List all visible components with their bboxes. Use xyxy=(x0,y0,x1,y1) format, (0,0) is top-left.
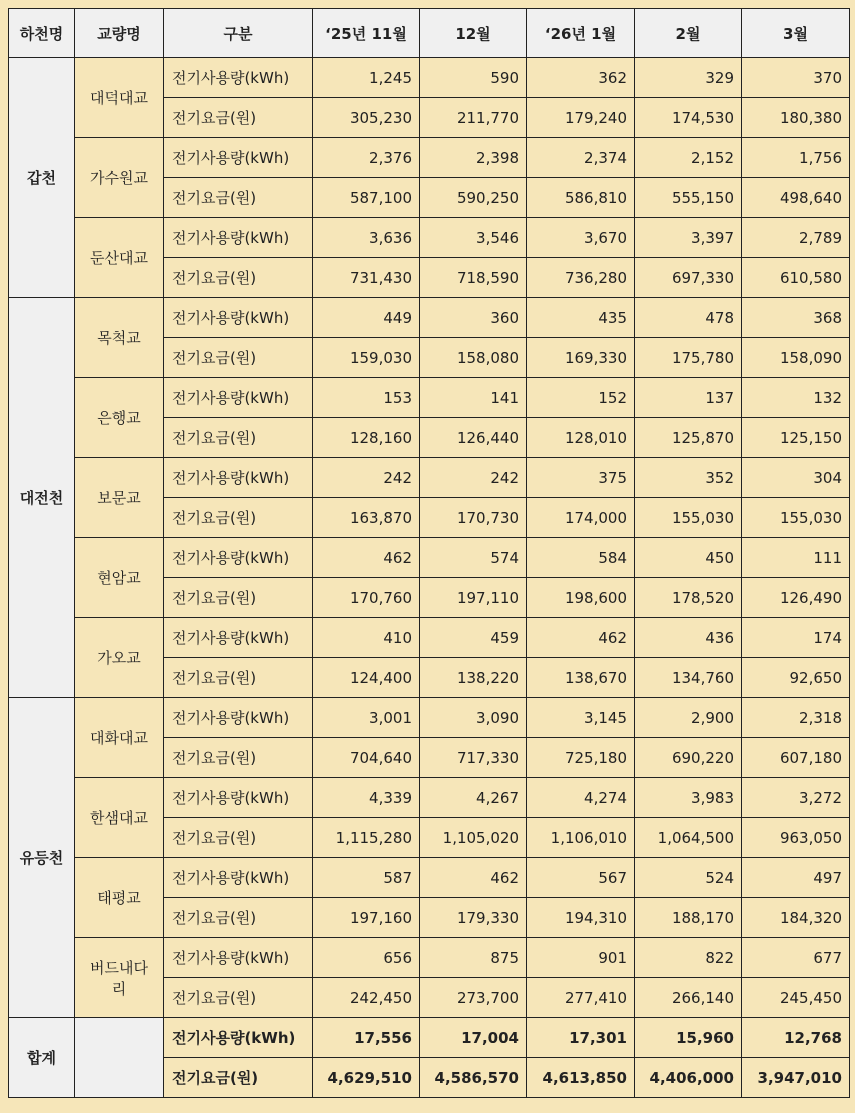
value-cell: 2,376 xyxy=(313,138,420,178)
value-cell: 153 xyxy=(313,378,420,418)
value-cell: 731,430 xyxy=(313,258,420,298)
value-cell: 435 xyxy=(527,298,635,338)
table-row xyxy=(9,778,850,818)
category-label: 전기요금(원) xyxy=(164,98,313,138)
table-row xyxy=(9,378,850,418)
value-cell: 111 xyxy=(742,538,850,578)
total-value-cell: 15,960 xyxy=(635,1018,742,1058)
value-cell: 449 xyxy=(313,298,420,338)
bridge-name: 가오교 xyxy=(75,618,164,698)
total-value-cell: 4,586,570 xyxy=(420,1058,527,1098)
table-row xyxy=(9,858,850,898)
category-label: 전기요금(원) xyxy=(164,818,313,858)
value-cell: 459 xyxy=(420,618,527,658)
value-cell: 822 xyxy=(635,938,742,978)
column-header: 3월 xyxy=(742,9,850,58)
value-cell: 152 xyxy=(527,378,635,418)
value-cell: 462 xyxy=(527,618,635,658)
value-cell: 92,650 xyxy=(742,658,850,698)
total-value-cell: 4,406,000 xyxy=(635,1058,742,1098)
value-cell: 555,150 xyxy=(635,178,742,218)
value-cell: 3,397 xyxy=(635,218,742,258)
value-cell: 690,220 xyxy=(635,738,742,778)
category-label: 전기요금(원) xyxy=(164,338,313,378)
value-cell: 174,530 xyxy=(635,98,742,138)
value-cell: 677 xyxy=(742,938,850,978)
value-cell: 128,010 xyxy=(527,418,635,458)
value-cell: 180,380 xyxy=(742,98,850,138)
value-cell: 304 xyxy=(742,458,850,498)
category-label: 전기사용량(kWh) xyxy=(164,538,313,578)
total-value-cell: 4,613,850 xyxy=(527,1058,635,1098)
table-row xyxy=(9,218,850,258)
value-cell: 305,230 xyxy=(313,98,420,138)
total-value-cell: 4,629,510 xyxy=(313,1058,420,1098)
bridge-name: 둔산대교 xyxy=(75,218,164,298)
value-cell: 718,590 xyxy=(420,258,527,298)
value-cell: 725,180 xyxy=(527,738,635,778)
category-label: 전기사용량(kWh) xyxy=(164,298,313,338)
value-cell: 436 xyxy=(635,618,742,658)
value-cell: 3,670 xyxy=(527,218,635,258)
bridge-name: 보문교 xyxy=(75,458,164,538)
value-cell: 497 xyxy=(742,858,850,898)
total-value-cell: 12,768 xyxy=(742,1018,850,1058)
total-value-cell: 17,301 xyxy=(527,1018,635,1058)
table-row xyxy=(9,698,850,738)
value-cell: 586,810 xyxy=(527,178,635,218)
value-cell: 3,636 xyxy=(313,218,420,258)
value-cell: 126,490 xyxy=(742,578,850,618)
bridge-name: 가수원교 xyxy=(75,138,164,218)
value-cell: 125,150 xyxy=(742,418,850,458)
value-cell: 245,450 xyxy=(742,978,850,1018)
category-label: 전기사용량(kWh) xyxy=(164,1018,313,1058)
value-cell: 134,760 xyxy=(635,658,742,698)
value-cell: 159,030 xyxy=(313,338,420,378)
value-cell: 590,250 xyxy=(420,178,527,218)
total-blank-cell xyxy=(75,1018,164,1098)
value-cell: 2,900 xyxy=(635,698,742,738)
electricity-usage-table xyxy=(8,8,850,1098)
total-row xyxy=(9,1018,850,1058)
value-cell: 329 xyxy=(635,58,742,98)
category-label: 전기사용량(kWh) xyxy=(164,138,313,178)
value-cell: 963,050 xyxy=(742,818,850,858)
value-cell: 574 xyxy=(420,538,527,578)
value-cell: 1,245 xyxy=(313,58,420,98)
value-cell: 125,870 xyxy=(635,418,742,458)
value-cell: 610,580 xyxy=(742,258,850,298)
value-cell: 3,272 xyxy=(742,778,850,818)
category-label: 전기요금(원) xyxy=(164,658,313,698)
value-cell: 242,450 xyxy=(313,978,420,1018)
category-label: 전기요금(원) xyxy=(164,578,313,618)
value-cell: 174,000 xyxy=(527,498,635,538)
bridge-name: 태평교 xyxy=(75,858,164,938)
value-cell: 197,110 xyxy=(420,578,527,618)
value-cell: 175,780 xyxy=(635,338,742,378)
value-cell: 124,400 xyxy=(313,658,420,698)
value-cell: 3,546 xyxy=(420,218,527,258)
column-header: 12월 xyxy=(420,9,527,58)
value-cell: 584 xyxy=(527,538,635,578)
category-label: 전기요금(원) xyxy=(164,178,313,218)
value-cell: 188,170 xyxy=(635,898,742,938)
river-name: 유등천 xyxy=(9,698,75,1018)
value-cell: 3,090 xyxy=(420,698,527,738)
value-cell: 242 xyxy=(420,458,527,498)
table-row xyxy=(9,458,850,498)
value-cell: 1,756 xyxy=(742,138,850,178)
value-cell: 158,090 xyxy=(742,338,850,378)
value-cell: 211,770 xyxy=(420,98,527,138)
value-cell: 141 xyxy=(420,378,527,418)
category-label: 전기요금(원) xyxy=(164,1058,313,1098)
category-label: 전기요금(원) xyxy=(164,978,313,1018)
category-label: 전기요금(원) xyxy=(164,258,313,298)
bridge-name: 대화대교 xyxy=(75,698,164,778)
category-label: 전기요금(원) xyxy=(164,498,313,538)
table-row xyxy=(9,618,850,658)
value-cell: 3,145 xyxy=(527,698,635,738)
value-cell: 137 xyxy=(635,378,742,418)
value-cell: 462 xyxy=(420,858,527,898)
value-cell: 132 xyxy=(742,378,850,418)
value-cell: 2,398 xyxy=(420,138,527,178)
value-cell: 169,330 xyxy=(527,338,635,378)
bridge-name: 현암교 xyxy=(75,538,164,618)
value-cell: 352 xyxy=(635,458,742,498)
category-label: 전기사용량(kWh) xyxy=(164,858,313,898)
category-label: 전기사용량(kWh) xyxy=(164,218,313,258)
value-cell: 656 xyxy=(313,938,420,978)
value-cell: 498,640 xyxy=(742,178,850,218)
column-header: ‘26년 1월 xyxy=(527,9,635,58)
value-cell: 2,789 xyxy=(742,218,850,258)
value-cell: 174 xyxy=(742,618,850,658)
value-cell: 179,330 xyxy=(420,898,527,938)
value-cell: 266,140 xyxy=(635,978,742,1018)
header-row xyxy=(9,9,850,58)
value-cell: 590 xyxy=(420,58,527,98)
value-cell: 704,640 xyxy=(313,738,420,778)
category-label: 전기요금(원) xyxy=(164,898,313,938)
value-cell: 370 xyxy=(742,58,850,98)
category-label: 전기사용량(kWh) xyxy=(164,378,313,418)
value-cell: 170,730 xyxy=(420,498,527,538)
value-cell: 607,180 xyxy=(742,738,850,778)
value-cell: 138,670 xyxy=(527,658,635,698)
bridge-name: 목척교 xyxy=(75,298,164,378)
value-cell: 155,030 xyxy=(742,498,850,538)
value-cell: 462 xyxy=(313,538,420,578)
category-label: 전기요금(원) xyxy=(164,738,313,778)
value-cell: 875 xyxy=(420,938,527,978)
value-cell: 155,030 xyxy=(635,498,742,538)
table-row xyxy=(9,298,850,338)
value-cell: 587 xyxy=(313,858,420,898)
value-cell: 2,374 xyxy=(527,138,635,178)
bridge-name: 은행교 xyxy=(75,378,164,458)
value-cell: 1,064,500 xyxy=(635,818,742,858)
value-cell: 178,520 xyxy=(635,578,742,618)
value-cell: 410 xyxy=(313,618,420,658)
table-row xyxy=(9,538,850,578)
value-cell: 587,100 xyxy=(313,178,420,218)
value-cell: 4,267 xyxy=(420,778,527,818)
total-label: 합계 xyxy=(9,1018,75,1098)
value-cell: 4,339 xyxy=(313,778,420,818)
category-label: 전기사용량(kWh) xyxy=(164,698,313,738)
category-label: 전기사용량(kWh) xyxy=(164,778,313,818)
value-cell: 524 xyxy=(635,858,742,898)
value-cell: 197,160 xyxy=(313,898,420,938)
category-label: 전기사용량(kWh) xyxy=(164,618,313,658)
value-cell: 194,310 xyxy=(527,898,635,938)
value-cell: 4,274 xyxy=(527,778,635,818)
value-cell: 179,240 xyxy=(527,98,635,138)
value-cell: 1,105,020 xyxy=(420,818,527,858)
value-cell: 138,220 xyxy=(420,658,527,698)
river-name: 대전천 xyxy=(9,298,75,698)
value-cell: 450 xyxy=(635,538,742,578)
value-cell: 170,760 xyxy=(313,578,420,618)
value-cell: 1,106,010 xyxy=(527,818,635,858)
value-cell: 198,600 xyxy=(527,578,635,618)
value-cell: 360 xyxy=(420,298,527,338)
value-cell: 2,318 xyxy=(742,698,850,738)
value-cell: 2,152 xyxy=(635,138,742,178)
value-cell: 717,330 xyxy=(420,738,527,778)
category-label: 전기사용량(kWh) xyxy=(164,58,313,98)
column-header: 하천명 xyxy=(9,9,75,58)
bridge-name: 한샘대교 xyxy=(75,778,164,858)
value-cell: 242 xyxy=(313,458,420,498)
table-row xyxy=(9,138,850,178)
category-label: 전기요금(원) xyxy=(164,418,313,458)
value-cell: 567 xyxy=(527,858,635,898)
value-cell: 184,320 xyxy=(742,898,850,938)
category-label: 전기사용량(kWh) xyxy=(164,458,313,498)
category-label: 전기사용량(kWh) xyxy=(164,938,313,978)
value-cell: 3,001 xyxy=(313,698,420,738)
total-value-cell: 17,556 xyxy=(313,1018,420,1058)
table-row xyxy=(9,58,850,98)
column-header: ‘25년 11월 xyxy=(313,9,420,58)
value-cell: 126,440 xyxy=(420,418,527,458)
value-cell: 277,410 xyxy=(527,978,635,1018)
value-cell: 1,115,280 xyxy=(313,818,420,858)
total-value-cell: 3,947,010 xyxy=(742,1058,850,1098)
value-cell: 362 xyxy=(527,58,635,98)
value-cell: 128,160 xyxy=(313,418,420,458)
column-header: 구분 xyxy=(164,9,313,58)
value-cell: 158,080 xyxy=(420,338,527,378)
total-value-cell: 17,004 xyxy=(420,1018,527,1058)
table-row xyxy=(9,938,850,978)
value-cell: 273,700 xyxy=(420,978,527,1018)
value-cell: 901 xyxy=(527,938,635,978)
value-cell: 478 xyxy=(635,298,742,338)
column-header: 2월 xyxy=(635,9,742,58)
value-cell: 697,330 xyxy=(635,258,742,298)
bridge-name: 대덕대교 xyxy=(75,58,164,138)
value-cell: 368 xyxy=(742,298,850,338)
value-cell: 375 xyxy=(527,458,635,498)
value-cell: 736,280 xyxy=(527,258,635,298)
river-name: 갑천 xyxy=(9,58,75,298)
column-header: 교량명 xyxy=(75,9,164,58)
bridge-name: 버드내다리 xyxy=(75,938,164,1018)
value-cell: 3,983 xyxy=(635,778,742,818)
value-cell: 163,870 xyxy=(313,498,420,538)
